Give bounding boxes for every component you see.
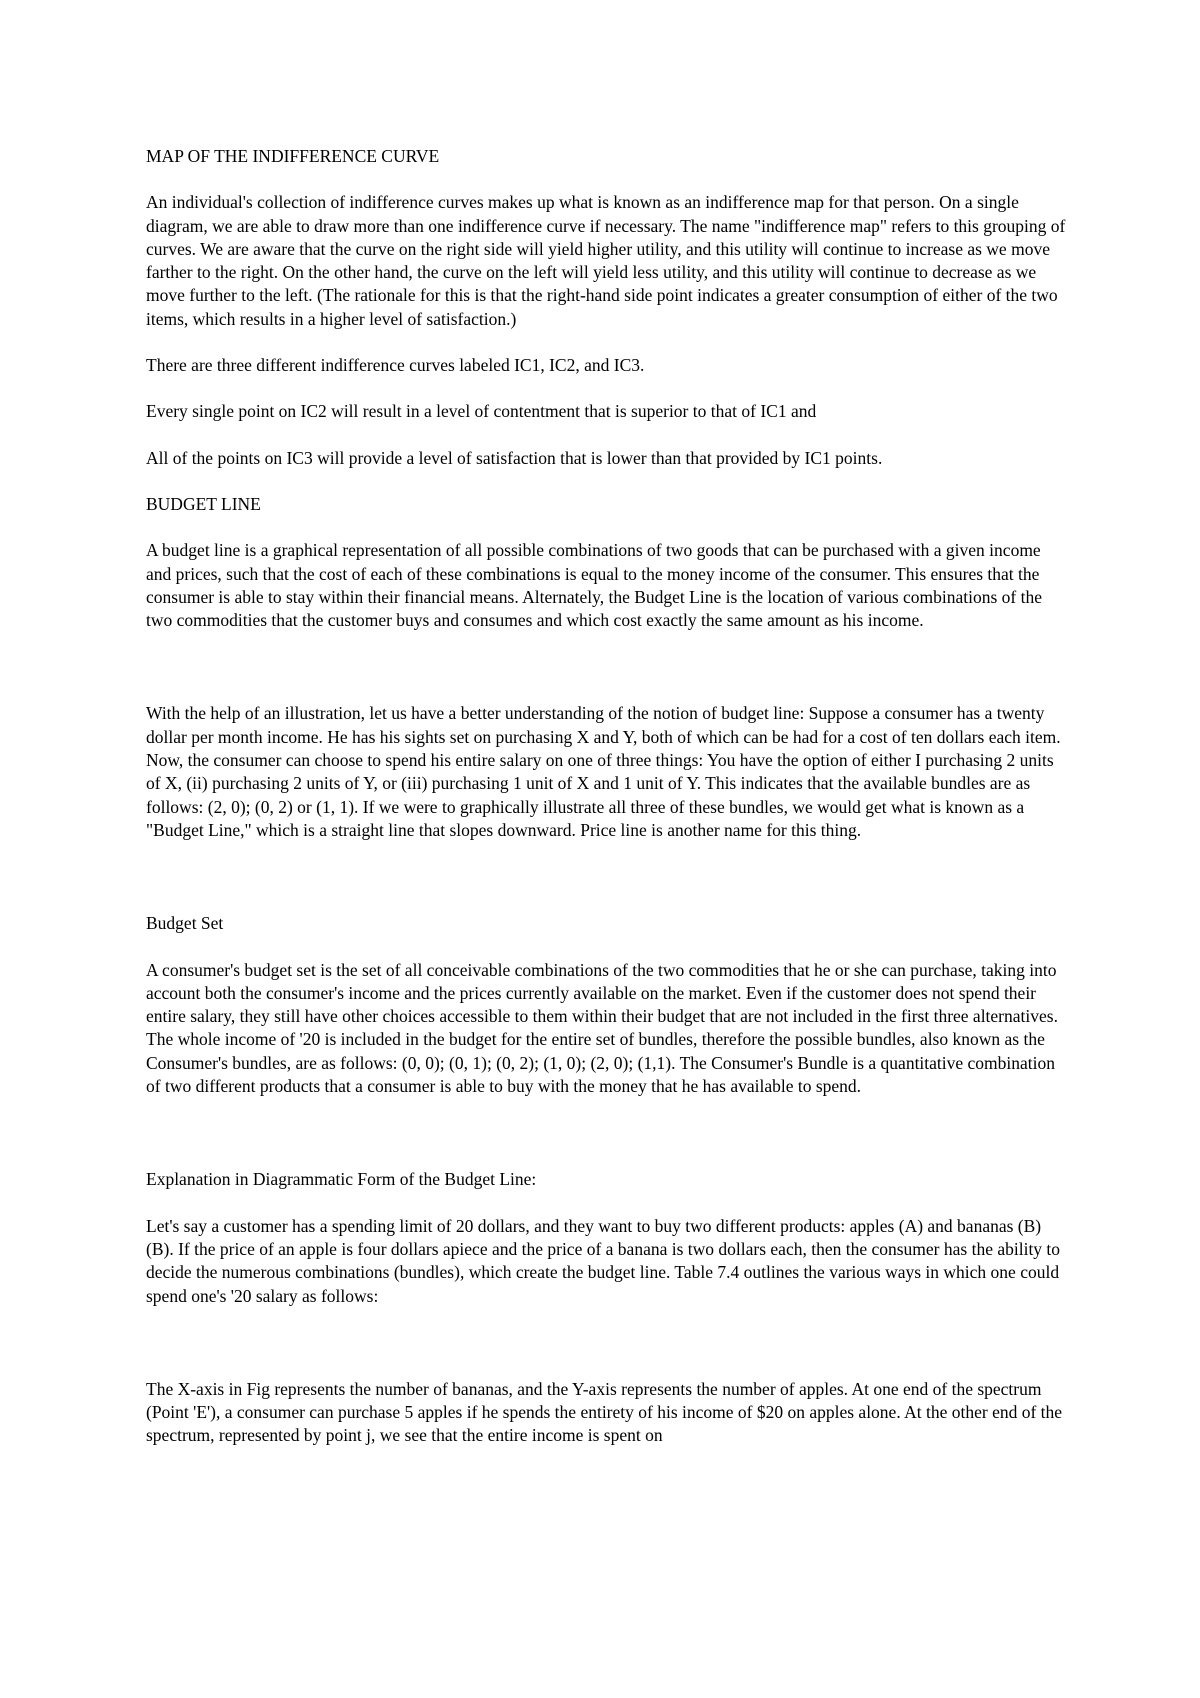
ic3-paragraph: All of the points on IC3 will provide a level of satisfaction that is lower than that provided by IC1 points. [146,447,883,468]
diagrammatic-heading: Explanation in Diagrammatic Form of the Budget Line: [146,1169,537,1190]
budget-line-illustration-paragraph: With the help of an illustration, let us have a better understanding of the notion of budget line: Suppose a consumer has a twenty dollar per month income. He has his sights set on purchasing X and Y, both of which can be had for a cost of ten dollars each item. Now, the consumer can choose to spend his entire salary on one of three things: You have the option of either I purchasing 2 units of X, (ii) purchasing 2 units of Y, or (iii) purchasing 1 unit of X and 1 unit of Y. This indicates that the available bundles are as follows: (2, 0); (0, 2) or (1, 1). If we were to graphically illustrate all three of these bundles, we would get what is known as a "Budget Line," which is a straight line that slopes downward. Price line is another name for this thing. [146,703,1061,840]
diagrammatic-example-paragraph: Let's say a customer has a spending limit of 20 dollars, and they want to buy two different products: apples (A) and bananas (B) (B). If the price of an apple is four dollars apiece and the price of a banana is two dollars each, then the consumer has the ability to decide the numerous combinations (bundles), which create the budget line. Table 7.4 outlines the various ways in which one could spend one's '20 salary as follows: [146,1215,1061,1306]
ic2-paragraph: Every single point on IC2 will result in a level of contentment that is superior to that of IC1 and [146,401,817,422]
indifference-curves-labels-paragraph: There are three different indifference curves labeled IC1, IC2, and IC3. [146,355,645,376]
budget-set-paragraph: A consumer's budget set is the set of all conceivable combinations of the two commodities that he or she can purchase, taking into account both the consumer's income and the prices currently available on the market. Even if the customer does not spend their entire salary, they still have other choices accessible to them within their budget that are not included in the first three alternatives. The whole income of '20 is included in the budget for the entire set of bundles, therefore the possible bundles, also known as the Consumer's bundles, are as follows: (0, 0); (0, 1); (0, 2); (1, 0); (2, 0); (1,1). The Consumer's Bundle is a quantitative combination of two different products that a consumer is able to buy with the money that he has available to spend. [146,959,1058,1097]
indifference-map-heading: MAP OF THE INDIFFERENCE CURVE [146,146,440,166]
axes-explanation-paragraph: The X-axis in Fig represents the number of bananas, and the Y-axis represents the number of apples. At one end of the spectrum (Point 'E'), a consumer can purchase 5 apples if he spends the entirety of his income of $20 on apples alone. At the other end of the spectrum, represented by point j, we see that the entire income is spent on [146,1378,1063,1446]
document-body [146,145,1066,1448]
budget-line-definition-paragraph: A budget line is a graphical representation of all possible combinations of two goods that can be purchased with a given income and prices, such that the cost of each of these combinations is equal to the money income of the consumer. This ensures that the consumer is able to stay within their financial means. Alternately, the Budget Line is the location of various combinations of the two commodities that the customer buys and consumes and which cost exactly the same amount as his income. [146,540,1043,631]
budget-set-heading: Budget Set [146,913,224,934]
budget-line-heading: BUDGET LINE [146,493,261,514]
indifference-map-paragraph: An individual's collection of indifference curves makes up what is known as an indifference map for that person. On a single diagram, we are able to draw more than one indifference curve if necessary. The name "indifference map" refers to this grouping of curves. We are aware that the curve on the right side will yield higher utility, and this utility will continue to increase as we move farther to the right. On the other hand, the curve on the left will yield less utility, and this utility will continue to decrease as we move further to the left. (The rationale for this is that the right-hand side point indicates a greater consumption of either of the two items, which results in a higher level of satisfaction.) [146,192,1066,329]
